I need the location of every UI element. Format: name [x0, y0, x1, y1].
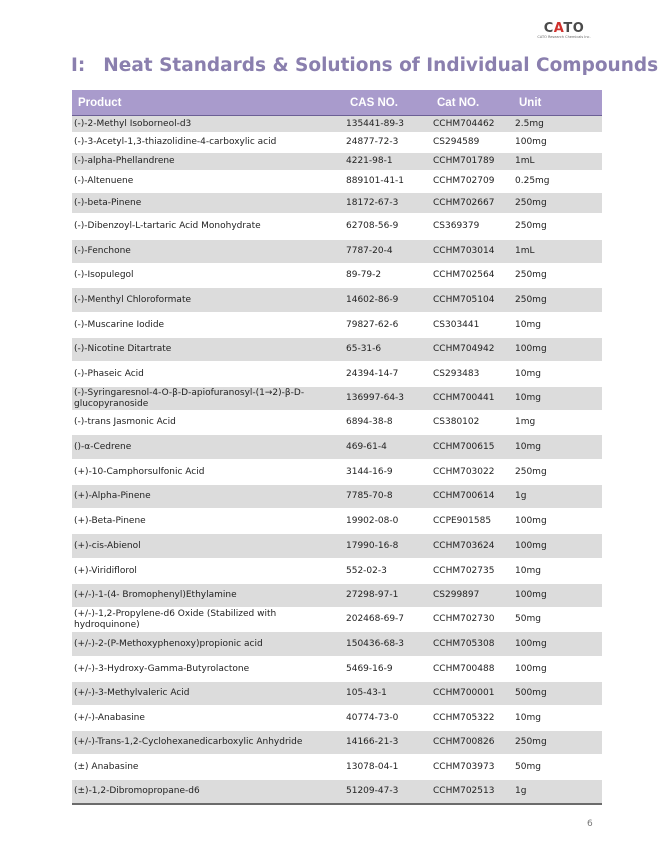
unit: 1g [513, 485, 602, 509]
unit: 10mg [513, 706, 602, 731]
table-row [72, 133, 602, 153]
cas-number: 89-79-2 [344, 264, 431, 288]
product-name: (+/-)-3-Hydroxy-Gamma-Butyrolactone [72, 657, 344, 682]
section-number: Ⅰ: [71, 55, 86, 76]
cas-number: 51209-47-3 [344, 780, 431, 804]
unit: 250mg [513, 264, 602, 288]
unit: 10mg [513, 559, 602, 584]
unit: 250mg [513, 460, 602, 485]
cas-number: 105-43-1 [344, 682, 431, 706]
logo-subtitle: CATO Research Chemicals Inc. [537, 35, 591, 39]
column-header-product: Product [72, 90, 344, 116]
unit: 100mg [513, 133, 602, 153]
table-row [72, 509, 602, 534]
table-row [72, 338, 602, 362]
section-title: Neat Standards & Solutions of Individual Compounds [103, 55, 659, 76]
product-table [72, 90, 602, 805]
table-row [72, 584, 602, 608]
table-header-row [72, 90, 602, 116]
table-row [72, 755, 602, 780]
unit: 1mL [513, 240, 602, 264]
table-row [72, 214, 602, 240]
table-row [72, 731, 602, 755]
table-row [72, 706, 602, 731]
table-row [72, 313, 602, 338]
table-row [72, 193, 602, 214]
cato-logo [533, 22, 595, 40]
product-name: (-)-Syringaresnol-4-O-β-D-apiofuranosyl-(1→2)-β-D-glucopyranoside [72, 387, 344, 411]
product-name: (-)-Phaseic Acid [72, 362, 344, 387]
table-row [72, 411, 602, 435]
product-name: (-)-3-Acetyl-1,3-thiazolidine-4-carboxylic acid [72, 133, 344, 153]
unit: 1mL [513, 153, 602, 171]
cas-number: 19902-08-0 [344, 509, 431, 534]
table-row [72, 534, 602, 559]
unit: 250mg [513, 288, 602, 313]
catalog-number: CS294589 [431, 133, 513, 153]
unit: 10mg [513, 435, 602, 460]
cas-number: 40774-73-0 [344, 706, 431, 731]
table-row [72, 780, 602, 804]
cas-number: 136997-64-3 [344, 387, 431, 411]
product-name: (+)-Viridiflorol [72, 559, 344, 584]
unit: 10mg [513, 313, 602, 338]
product-name: (-)-Fenchone [72, 240, 344, 264]
cas-number: 24394-14-7 [344, 362, 431, 387]
product-name: (-)-beta-Pinene [72, 193, 344, 214]
cas-number: 13078-04-1 [344, 755, 431, 780]
unit: 100mg [513, 632, 602, 657]
table-body [72, 116, 602, 804]
table-row [72, 608, 602, 632]
catalog-number: CCHM700001 [431, 682, 513, 706]
table-row [72, 264, 602, 288]
product-name: (-)-Nicotine Ditartrate [72, 338, 344, 362]
table-row [72, 682, 602, 706]
catalog-number: CCHM703014 [431, 240, 513, 264]
unit: 100mg [513, 657, 602, 682]
unit: 1g [513, 780, 602, 804]
unit: 100mg [513, 584, 602, 608]
catalog-number: CCHM700441 [431, 387, 513, 411]
unit: 250mg [513, 731, 602, 755]
catalog-number: CCHM700826 [431, 731, 513, 755]
cas-number: 6894-38-8 [344, 411, 431, 435]
catalog-number: CCHM705322 [431, 706, 513, 731]
column-header-cas-no: CAS NO. [344, 90, 431, 116]
product-name: (-)-Muscarine Iodide [72, 313, 344, 338]
catalog-number: CCHM703973 [431, 755, 513, 780]
catalog-number: CCHM703022 [431, 460, 513, 485]
cas-number: 27298-97-1 [344, 584, 431, 608]
cas-number: 5469-16-9 [344, 657, 431, 682]
unit: 500mg [513, 682, 602, 706]
product-name: (-)-Dibenzoyl-L-tartaric Acid Monohydrate [72, 214, 344, 240]
cas-number: 135441-89-3 [344, 116, 431, 133]
unit: 50mg [513, 608, 602, 632]
catalog-number: CCHM704462 [431, 116, 513, 133]
catalog-number: CCHM700614 [431, 485, 513, 509]
cas-number: 17990-16-8 [344, 534, 431, 559]
product-name: (+)-10-Camphorsulfonic Acid [72, 460, 344, 485]
table-row [72, 657, 602, 682]
product-name: (+/-)-1-(4- Bromophenyl)Ethylamine [72, 584, 344, 608]
table-row [72, 387, 602, 411]
table-row [72, 240, 602, 264]
product-name: (+)-Alpha-Pinene [72, 485, 344, 509]
page-number: 6 [587, 819, 593, 829]
cas-number: 150436-68-3 [344, 632, 431, 657]
catalog-number: CS380102 [431, 411, 513, 435]
product-name: (+)-cis-Abienol [72, 534, 344, 559]
table-row [72, 116, 602, 133]
unit: 10mg [513, 362, 602, 387]
product-name: (-)-Altenuene [72, 171, 344, 193]
product-name: (-)-alpha-Phellandrene [72, 153, 344, 171]
product-name: (+/-)-3-Methylvaleric Acid [72, 682, 344, 706]
cas-number: 7785-70-8 [344, 485, 431, 509]
catalog-number: CCHM702735 [431, 559, 513, 584]
catalog-number: CCHM703624 [431, 534, 513, 559]
product-name: (-)-trans Jasmonic Acid [72, 411, 344, 435]
product-name: (-)-Menthyl Chloroformate [72, 288, 344, 313]
unit: 250mg [513, 214, 602, 240]
unit: 0.25mg [513, 171, 602, 193]
logo-mark: CATO [543, 21, 585, 36]
cas-number: 14166-21-3 [344, 731, 431, 755]
catalog-number: CCHM705308 [431, 632, 513, 657]
cas-number: 24877-72-3 [344, 133, 431, 153]
catalog-number: CS299897 [431, 584, 513, 608]
catalog-number: CCHM704942 [431, 338, 513, 362]
catalog-number: CS293483 [431, 362, 513, 387]
cas-number: 202468-69-7 [344, 608, 431, 632]
cas-number: 7787-20-4 [344, 240, 431, 264]
table-row [72, 362, 602, 387]
column-header-cat-no: Cat NO. [431, 90, 513, 116]
product-name: (±)-1,2-Dibromopropane-d6 [72, 780, 344, 804]
cas-number: 79827-62-6 [344, 313, 431, 338]
cas-number: 65-31-6 [344, 338, 431, 362]
table-row [72, 288, 602, 313]
unit: 1mg [513, 411, 602, 435]
product-name: (+)-Beta-Pinene [72, 509, 344, 534]
cas-number: 62708-56-9 [344, 214, 431, 240]
catalog-number: CCHM700615 [431, 435, 513, 460]
table-row [72, 460, 602, 485]
unit: 2.5mg [513, 116, 602, 133]
catalog-number: CCHM701789 [431, 153, 513, 171]
unit: 250mg [513, 193, 602, 214]
catalog-number: CCPE901585 [431, 509, 513, 534]
cas-number: 469-61-4 [344, 435, 431, 460]
cas-number: 4221-98-1 [344, 153, 431, 171]
section-heading [71, 55, 658, 76]
catalog-number: CCHM702709 [431, 171, 513, 193]
cas-number: 3144-16-9 [344, 460, 431, 485]
cas-number: 552-02-3 [344, 559, 431, 584]
unit: 50mg [513, 755, 602, 780]
product-name: (±) Anabasine [72, 755, 344, 780]
product-name: (-)-2-Methyl Isoborneol-d3 [72, 116, 344, 133]
unit: 100mg [513, 534, 602, 559]
catalog-number: CS303441 [431, 313, 513, 338]
table-row [72, 171, 602, 193]
catalog-number: CS369379 [431, 214, 513, 240]
table-row [72, 485, 602, 509]
unit: 100mg [513, 338, 602, 362]
cas-number: 18172-67-3 [344, 193, 431, 214]
unit: 100mg [513, 509, 602, 534]
table-row [72, 153, 602, 171]
table-row [72, 632, 602, 657]
table-row [72, 559, 602, 584]
catalog-number: CCHM702513 [431, 780, 513, 804]
cas-number: 14602-86-9 [344, 288, 431, 313]
product-name: (-)-Isopulegol [72, 264, 344, 288]
catalog-number: CCHM700488 [431, 657, 513, 682]
product-name: ()-α-Cedrene [72, 435, 344, 460]
catalog-number: CCHM702730 [431, 608, 513, 632]
product-name: (+/-)-2-(P-Methoxyphenoxy)propionic acid [72, 632, 344, 657]
table-row [72, 435, 602, 460]
catalog-number: CCHM702667 [431, 193, 513, 214]
catalog-number: CCHM702564 [431, 264, 513, 288]
product-name: (+/-)-1,2-Propylene-d6 Oxide (Stabilized with hydroquinone) [72, 608, 344, 632]
product-name: (+/-)-Trans-1,2-Cyclohexanedicarboxylic Anhydride [72, 731, 344, 755]
catalog-number: CCHM705104 [431, 288, 513, 313]
product-name: (+/-)-Anabasine [72, 706, 344, 731]
cas-number: 889101-41-1 [344, 171, 431, 193]
column-header-unit: Unit [513, 90, 602, 116]
unit: 10mg [513, 387, 602, 411]
